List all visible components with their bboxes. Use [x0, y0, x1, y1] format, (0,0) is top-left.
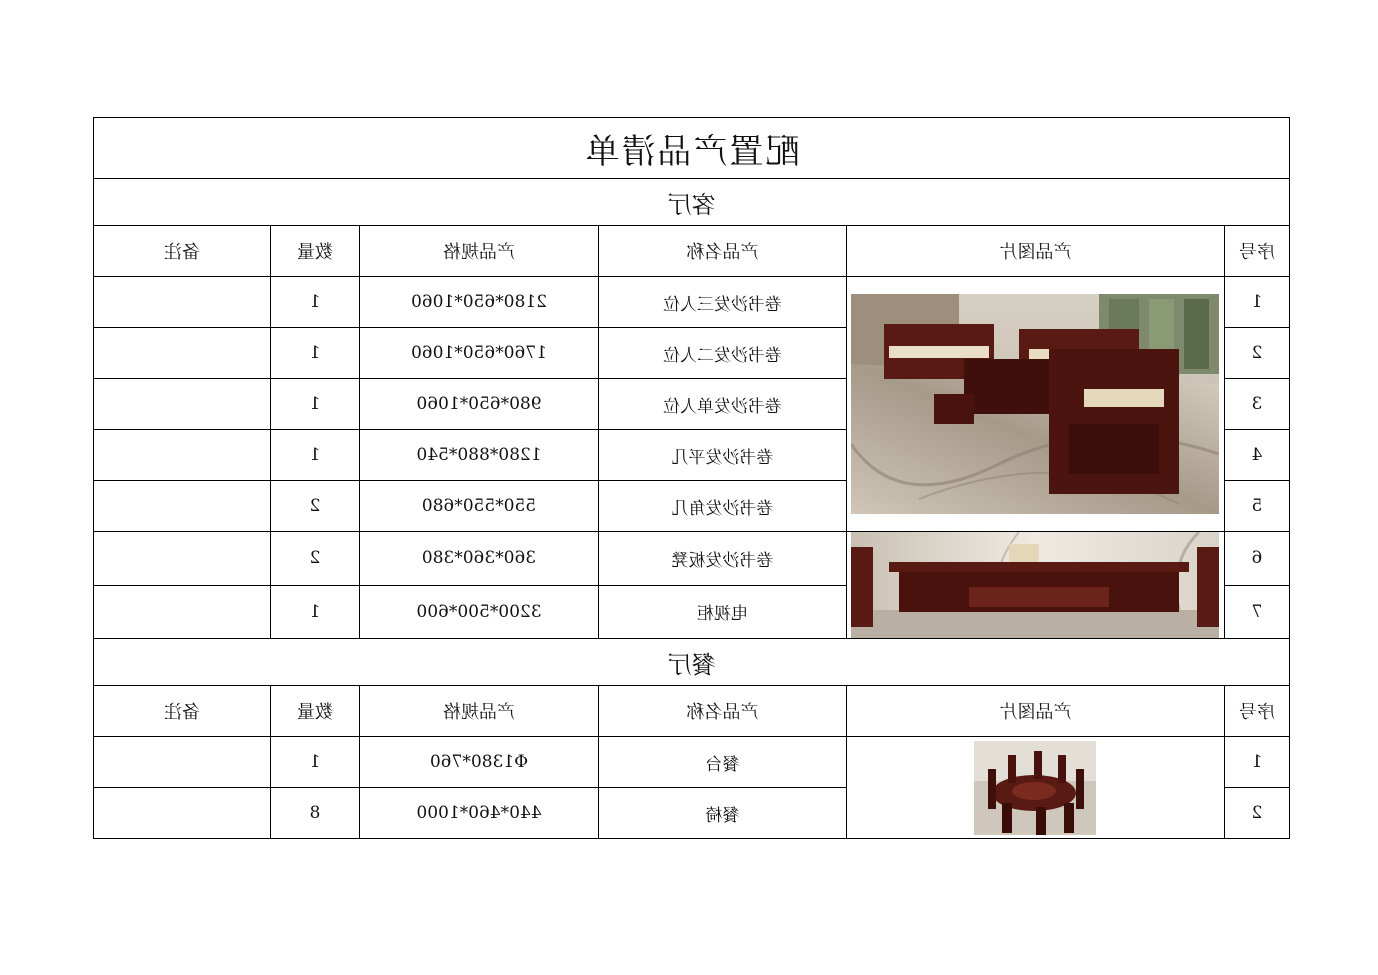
row-name: 卷书沙发平几: [599, 430, 847, 481]
row-note: [93, 328, 270, 379]
table-row: [93, 532, 1289, 586]
table-row: [93, 737, 1289, 788]
row-name: 电视柜: [599, 585, 847, 639]
dining-set-image-cell: [847, 737, 1225, 839]
row-spec: 3200*500*600: [360, 585, 599, 639]
row-note: [93, 379, 270, 430]
tv-cabinet-image-cell: [847, 532, 1225, 639]
table-row: [93, 277, 1289, 328]
row-qty: 1: [271, 328, 360, 379]
row-note: [93, 737, 270, 788]
row-qty: 1: [271, 277, 360, 328]
header-qty: 数量: [271, 686, 360, 737]
row-no: 4: [1225, 430, 1290, 481]
row-qty: 2: [271, 532, 360, 586]
row-no: 6: [1225, 532, 1290, 586]
row-spec: 440*460*1000: [360, 788, 599, 839]
row-name: 卷书沙发单人位: [599, 379, 847, 430]
row-no: 7: [1225, 585, 1290, 639]
row-qty: 8: [271, 788, 360, 839]
row-name: 卷书沙发二人位: [599, 328, 847, 379]
dining-set-photo: [975, 741, 1097, 835]
row-spec: 2180*650*1060: [360, 277, 599, 328]
row-note: [93, 277, 270, 328]
header-spec: 产品规格: [360, 686, 599, 737]
row-name: 餐台: [599, 737, 847, 788]
product-table: [93, 117, 1290, 839]
row-spec: Φ1380*760: [360, 737, 599, 788]
section-title-living-room: 客厅: [93, 179, 1289, 226]
header-note: 备注: [93, 686, 270, 737]
product-list-sheet: [94, 117, 1290, 839]
row-qty: 1: [271, 430, 360, 481]
sofa-set-image-cell: [847, 277, 1225, 532]
row-no: 1: [1225, 737, 1290, 788]
row-spec: 1760*650*1060: [360, 328, 599, 379]
row-no: 1: [1225, 277, 1290, 328]
header-image: 产品图片: [847, 226, 1225, 277]
row-name: 卷书沙发角几: [599, 481, 847, 532]
row-name: 餐椅: [599, 788, 847, 839]
tv-cabinet-photo: [852, 532, 1220, 638]
header-no: 序号: [1225, 686, 1290, 737]
row-no: 5: [1225, 481, 1290, 532]
header-name: 产品名称: [599, 686, 847, 737]
row-qty: 1: [271, 379, 360, 430]
page-title: 配置产品清单: [93, 118, 1289, 179]
row-name: 卷书沙发三人位: [599, 277, 847, 328]
row-note: [93, 532, 270, 586]
row-note: [93, 788, 270, 839]
header-image: 产品图片: [847, 686, 1225, 737]
row-note: [93, 585, 270, 639]
header-note: 备注: [93, 226, 270, 277]
row-no: 2: [1225, 788, 1290, 839]
row-name: 卷书沙发板凳: [599, 532, 847, 586]
row-no: 2: [1225, 328, 1290, 379]
header-name: 产品名称: [599, 226, 847, 277]
row-no: 3: [1225, 379, 1290, 430]
header-no: 序号: [1225, 226, 1290, 277]
row-qty: 1: [271, 585, 360, 639]
row-spec: 550*550*680: [360, 481, 599, 532]
header-spec: 产品规格: [360, 226, 599, 277]
row-note: [93, 481, 270, 532]
row-note: [93, 430, 270, 481]
header-qty: 数量: [271, 226, 360, 277]
row-spec: 1280*880*540: [360, 430, 599, 481]
row-qty: 2: [271, 481, 360, 532]
row-spec: 980*650*1060: [360, 379, 599, 430]
row-spec: 360*360*380: [360, 532, 599, 586]
section-title-dining-room: 餐厅: [93, 639, 1289, 686]
sofa-set-photo: [852, 294, 1220, 514]
row-qty: 1: [271, 737, 360, 788]
